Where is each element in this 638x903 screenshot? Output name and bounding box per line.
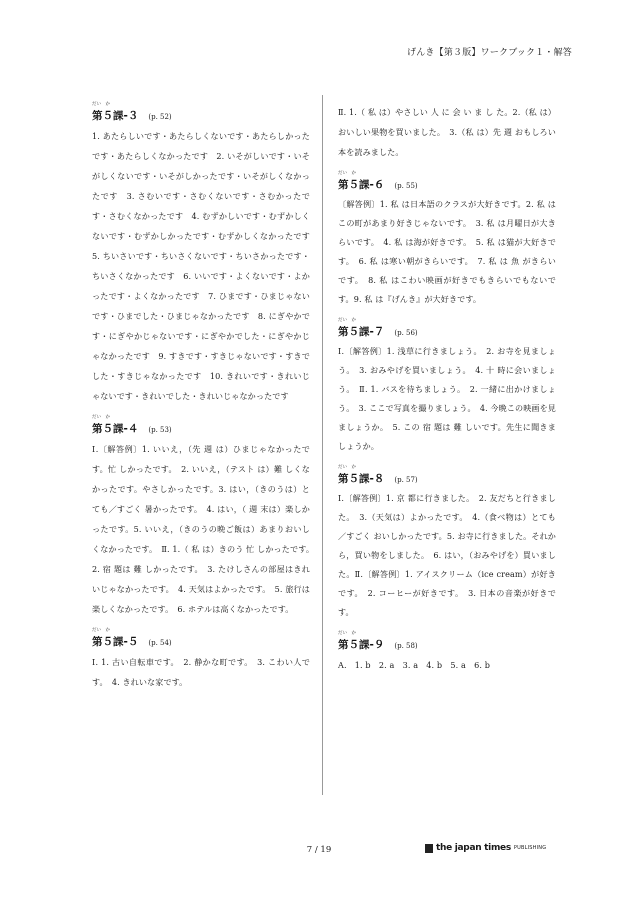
answer-text: Ⅰ.〔解答例〕1. 浅草に行きましょう。 2. お寺を見ましょう。 3. おみやげを買いましょう。 4. 十 時に会いましょう。 Ⅱ. 1. バスを待ちましょう。 2. 一緒に出かけましょう。 3. ここで写真を撮りましょう。 4. 今晩この映画を見ましょうか。 5. この 宿 題は 難 しいです。先生に聞きましょうか。 — [338, 346, 556, 451]
section-furigana: だい か — [338, 631, 356, 636]
section-furigana: だい か — [338, 465, 356, 470]
section-page-ref: (p. 58) — [394, 642, 418, 650]
section-page-ref: (p. 54) — [148, 639, 172, 647]
section-5-8 — [338, 465, 556, 622]
section-page-ref: (p. 53) — [148, 426, 172, 434]
section-5-6 — [338, 171, 556, 309]
section-5-5 — [92, 628, 310, 692]
section-title: 第５課-６ — [338, 179, 385, 191]
answer-text: 〔解答例〕1. 私 は日本語のクラスが大好きです。2. 私 はこの町があまり好きじゃないです。 3. 私 は月曜日が大きらいです。 4. 私 は海が好きです。 5. 私 は猫が大好きです。 6. 私 は寒い朝がきらいです。 7. 私 は 魚 がきらいです。 8. 私 はこわい映画が好きでもきらいでもないです。9. 私 は『げんき』が大好きです。 — [338, 199, 556, 304]
section-title: 第５課-３ — [92, 110, 139, 122]
section-page-ref: (p. 52) — [148, 113, 172, 121]
section-furigana: だい か — [338, 171, 356, 176]
publisher-name: the japan times — [436, 843, 511, 853]
section-5-3 — [92, 102, 319, 406]
page-number: 7 / 19 — [306, 845, 332, 855]
section-title: 第５課-５ — [92, 636, 139, 648]
section-furigana: だい か — [92, 628, 110, 633]
section-page-ref: (p. 57) — [394, 476, 418, 484]
section-title: 第５課-９ — [338, 639, 385, 651]
section-furigana: だい か — [92, 415, 110, 420]
publisher-logo — [425, 843, 546, 853]
answer-text: Ⅰ.〔解答例〕1. 京 都に行きました。 2. 友だちと行きました。 3.（天気は）よかったです。 4.（食べ物は）とても／すごく おいしかったです。5. お寺に行きました。それから，買い物をしました。 6. はい，（おみやげを）買いました。Ⅱ.〔解答例〕1. アイスクリーム（ice cream）が好きです。 2. コーヒーが好きです。 3. 日本の音楽が好きです。 — [338, 493, 556, 617]
section-page-ref: (p. 56) — [394, 329, 418, 337]
left-column — [92, 102, 319, 701]
section-5-7 — [338, 318, 556, 456]
section-furigana: だい か — [338, 318, 356, 323]
column-divider — [322, 95, 323, 795]
section-page-ref: (p. 55) — [394, 182, 418, 190]
answer-text: 1. あたらしいです・あたらしくないです・あたらしかったです・あたらしくなかったです 2. いそがしいです・いそがしくないです・いそがしかったです・いそがしくなかったです 3. さむいです・さむくないです・さむかったです・さむくなかったです 4. むずかしいです・むずかしくないです・むずかしかったです・むずかしくなかったです 5. ちいさいです・ちいさくないです・ちいさかったです・ちいさくなかったです 6. いいです・よくないです・よかったです・よくなかったです 7. ひまです・ひまじゃないです・ひまでした・ひまじゃなかったです 8. にぎやかです・にぎやかじゃないです・にぎやかでした・にぎやかじゃなかったです 9. すきです・すきじゃないです・すきでした・すきじゃなかったです 10. きれいです・きれいじゃないです・きれいでした・きれいじゃなかったです — [92, 131, 319, 401]
section-furigana: だい か — [92, 102, 110, 107]
right-column — [338, 102, 556, 684]
section-title: 第５課-８ — [338, 473, 385, 485]
answer-text: A. 1. b 2. a 3. a 4. b 5. a 6. b — [338, 660, 490, 670]
answer-text: Ⅰ. 1. 古い自転車です。 2. 静かな町です。 3. こわい人です。 4. きれいな家です。 — [92, 657, 310, 687]
section-5-4 — [92, 415, 319, 619]
section-5-9 — [338, 631, 556, 675]
publisher-mark-icon — [425, 844, 433, 853]
section-title: 第５課-４ — [92, 423, 139, 435]
section-title: 第５課-７ — [338, 326, 385, 338]
answer-text: Ⅰ.〔解答例〕1. いいえ，（先 週 は）ひまじゃなかったです。忙 しかったです。 2. いいえ，（テスト は）難 しくなかったです。やさしかったです。3. はい，（きのうは）とても／すごく 暑かったです。 4. はい，（ 週 末は）楽しかったです。5. いいえ，（きのうの晩ご飯は）あまりおいしくなかったです。 Ⅱ. 1.（ 私 は）きのう 忙 しかったです。 2. 宿 題は 難 しかったです。 3. たけしさんの部屋はきれいじゃなかったです。 4. 天気はよかったです。 5. 旅行は楽しくなかったです。 6. ホテルは高くなかったです。 — [92, 444, 319, 614]
running-header: げんき【第３版】ワークブック１・解答 — [407, 48, 572, 58]
answer-text: Ⅱ. 1.（ 私 は）やさしい 人 に 会 い ま し た。2.（私 は）おいしい果物を買いました。 3.（私 は）先 週 おもしろい本を読みました。 — [338, 107, 556, 157]
publisher-sub: PUBLISHING — [513, 845, 547, 851]
section-5-5-continued — [338, 102, 556, 162]
